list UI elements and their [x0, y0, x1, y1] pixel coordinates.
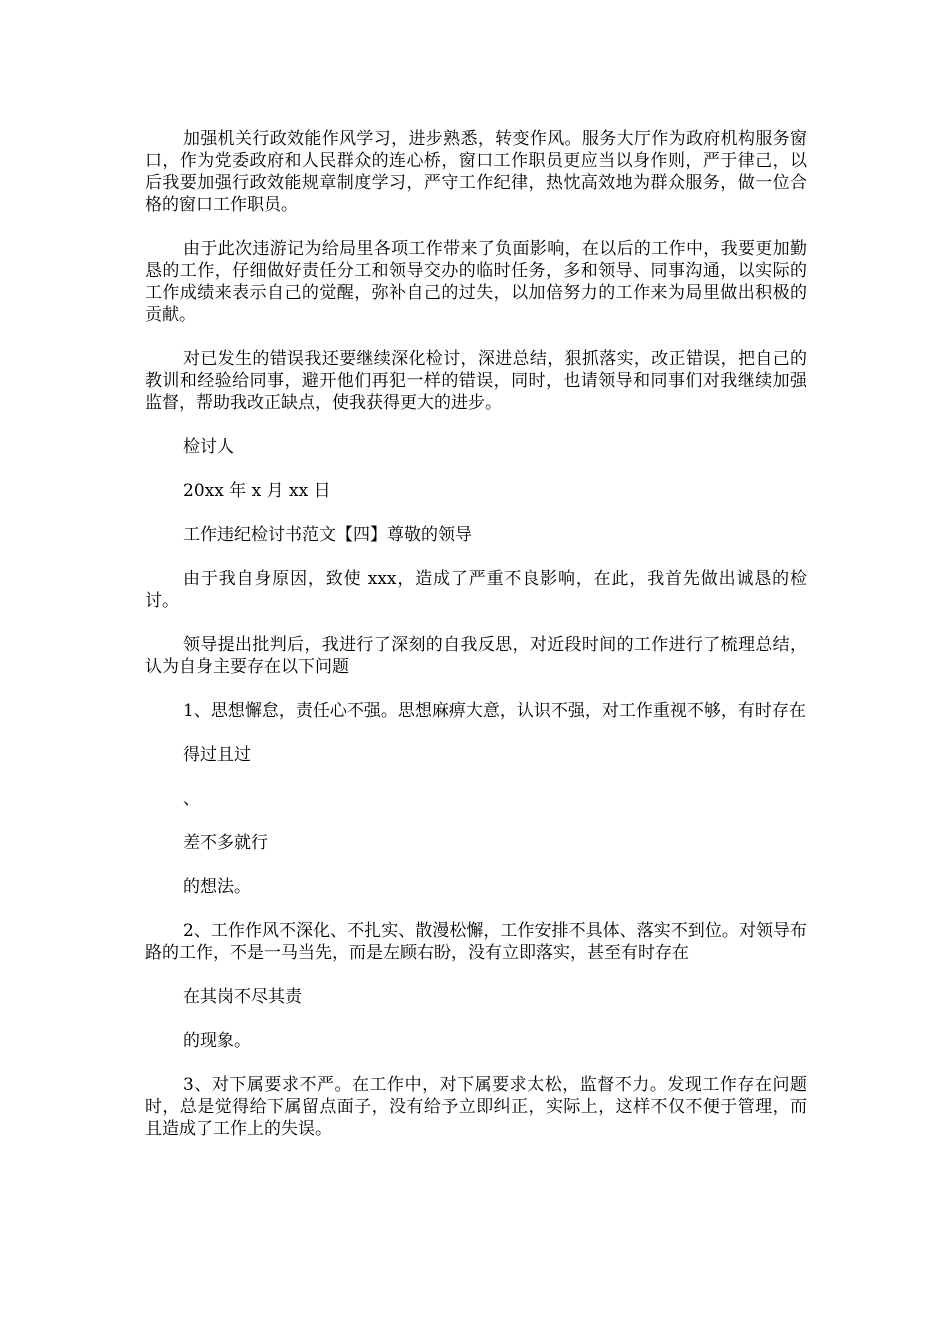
- quote-fragment-5: 的现象。: [183, 1031, 251, 1051]
- signature-label: 检讨人: [183, 437, 234, 457]
- quote-fragment-2: 差不多就行: [183, 833, 268, 853]
- quote-fragment-4: 在其岗不尽其责: [183, 987, 302, 1007]
- paragraph-efficiency: 加强机关行政效能作风学习，进步熟悉，转变作风。服务大厅作为政府机构服务窗口，作为党委政府和人民群众的连心桥，窗口工作职员更应当以身作则，严于律己，以后我要加强行政效能规章制度学习，严守工作纪律，热忱高效地为群众服务，做一位合格的窗口工作职员。: [145, 129, 807, 215]
- paragraph-apology: 由于我自身原因，致使 xxx，造成了严重不良影响，在此，我首先做出诚恳的检讨。: [145, 569, 807, 611]
- paragraph-point-3: 3、对下属要求不严。在工作中，对下属要求太松，监督不力。发现工作存在问题时，总是觉得给下属留点面子，没有给予立即纠正，实际上，这样不仅不便于管理，而且造成了工作上的失误。: [145, 1075, 807, 1139]
- paragraph-deepen-review: 对已发生的错误我还要继续深化检讨，深进总结，狠抓落实，改正错误，把自己的教训和经验给同事，避开他们再犯一样的错误，同时，也请领导和同事们对我继续加强监督，帮助我改正缺点，使我获得更大的进步。: [145, 349, 807, 413]
- quote-fragment-3: 的想法。: [183, 877, 251, 897]
- paragraph-point-2: 2、工作作风不深化、不扎实、散漫松懈，工作安排不具体、落实不到位。对领导布路的工作，不是一马当先，而是左顾右盼，没有立即落实，甚至有时存在: [145, 921, 807, 963]
- section-heading: 工作违纪检讨书范文【四】尊敬的领导: [183, 525, 472, 545]
- document-page: [145, 128, 807, 1140]
- paragraph-reflection: 领导提出批判后，我进行了深刻的自我反思，对近段时间的工作进行了梳理总结，认为自身主要存在以下问题: [145, 635, 807, 677]
- quote-separator: 、: [183, 789, 200, 809]
- signature-date: 20xx 年 x 月 xx 日: [183, 481, 331, 501]
- paragraph-impact: 由于此次违游记为给局里各项工作带来了负面影响，在以后的工作中，我要更加勤恳的工作，仔细做好责任分工和领导交办的临时任务，多和领导、同事沟通，以实际的工作成绩来表示自己的觉醒，弥补自己的过失，以加倍努力的工作来为局里做出积极的贡献。: [145, 239, 807, 325]
- paragraph-point-1: 1、思想懈怠，责任心不强。思想麻痹大意，认识不强，对工作重视不够，有时存在: [183, 701, 806, 721]
- quote-fragment-1: 得过且过: [183, 745, 251, 765]
